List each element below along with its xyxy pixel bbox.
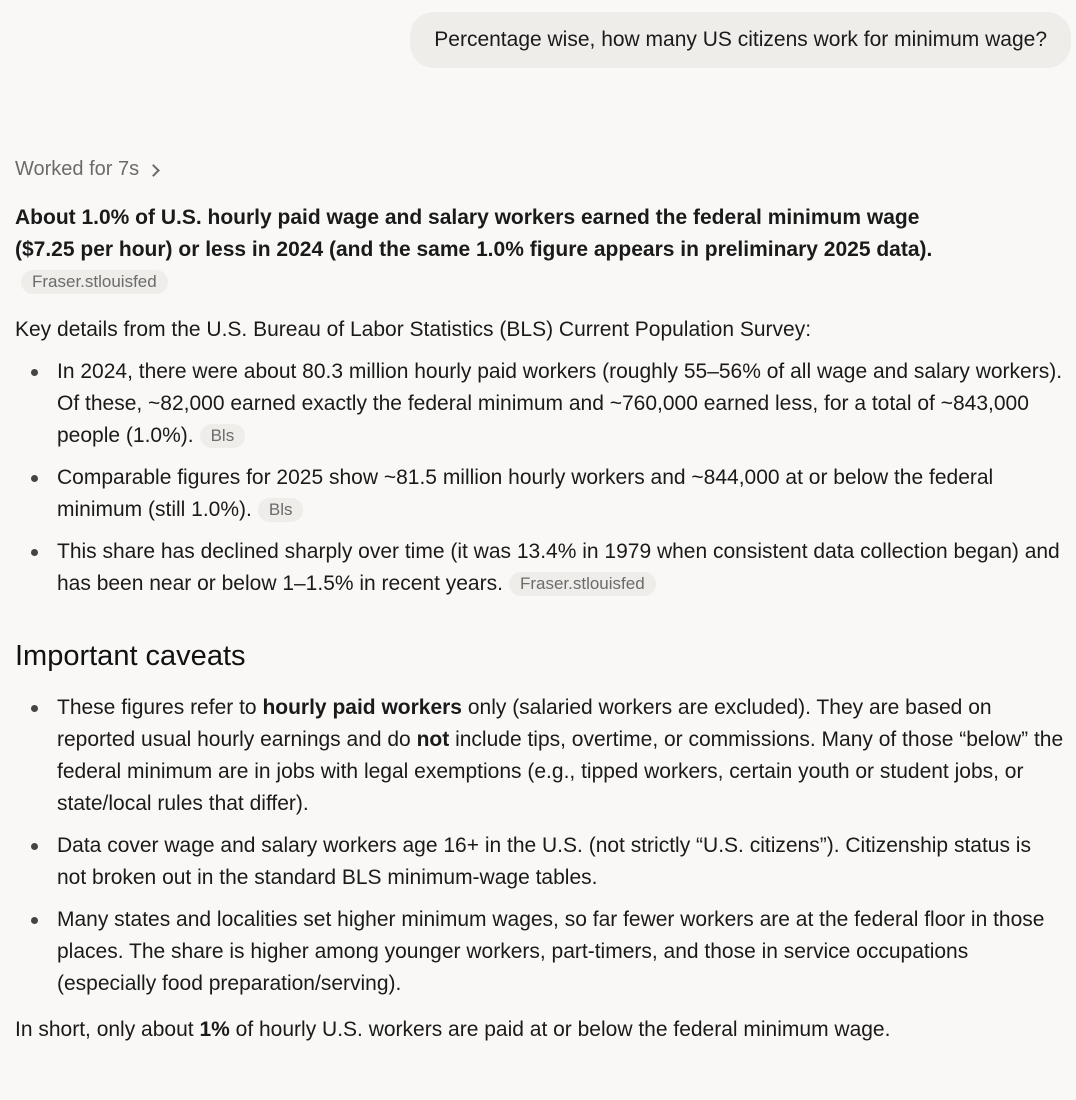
lead-text: About 1.0% of U.S. hourly paid wage and salary workers earned the federal minimum wage ($7.25 per hour) or less in 2024 (and the same 1.0% figure appears in preliminary 2025 data). — [15, 206, 933, 261]
detail-text: Comparable figures for 2025 show ~81.5 million hourly workers and ~844,000 at or below the federal minimum (still 1.0%). — [57, 466, 994, 521]
caveat-text: only (salaried workers are excluded). They are based on reported usual hourly earnings and do — [57, 696, 992, 751]
citation-badge-bls[interactable]: Bls — [200, 424, 246, 448]
caveat-text: include tips, overtime, or commissions. Many of those “below” the federal minimum are in jobs with legal exemptions (e.g., tipped workers, certain youth or student jobs, or state/local rules that differ). — [57, 728, 1064, 815]
worked-for-toggle[interactable] — [15, 152, 1065, 186]
list-item — [57, 356, 1065, 452]
closing-paragraph — [15, 1014, 1065, 1046]
list-item — [57, 830, 1065, 894]
user-message-bubble: Percentage wise, how many US citizens work for minimum wage? — [410, 12, 1071, 68]
citation-badge-fraser[interactable]: Fraser.stlouisfed — [21, 270, 168, 294]
detail-text: In 2024, there were about 80.3 million hourly paid workers (roughly 55–56% of all wage and salary workers). Of these, ~82,000 earned exactly the federal minimum and ~760,000 earned less, for a total of ~843,000 people (1.0%). — [57, 360, 1063, 447]
closing-text: of hourly U.S. workers are paid at or below the federal minimum wage. — [229, 1018, 891, 1041]
user-message-row — [410, 12, 1071, 68]
detail-text: This share has declined sharply over time (it was 13.4% in 1979 when consistent data collection began) and has been near or below 1–1.5% in recent years. — [57, 540, 1060, 595]
citation-badge-bls[interactable]: Bls — [258, 498, 304, 522]
caveat-text: Many states and localities set higher minimum wages, so far fewer workers are at the federal floor in those places. The share is higher among younger workers, part-timers, and those in service occupations (especially food preparation/serving). — [57, 908, 1045, 995]
closing-emphasis: 1% — [199, 1018, 230, 1041]
closing-text: In short, only about — [15, 1018, 200, 1041]
assistant-response — [15, 152, 1065, 1046]
caveats-list — [15, 692, 1065, 1000]
chevron-right-icon — [147, 164, 160, 177]
worked-for-label: Worked for 7s — [15, 158, 140, 180]
citation-badge-fraser[interactable]: Fraser.stlouisfed — [509, 572, 656, 596]
caveat-emphasis: hourly paid workers — [262, 696, 462, 719]
details-list — [15, 356, 1065, 600]
list-item — [57, 904, 1065, 1000]
intro-paragraph: Key details from the U.S. Bureau of Labor Statistics (BLS) Current Population Survey: — [15, 318, 812, 341]
list-item — [57, 536, 1065, 600]
list-item — [57, 462, 1065, 526]
lead-paragraph — [15, 202, 975, 298]
caveats-heading: Important caveats — [15, 640, 246, 672]
caveat-text: These figures refer to — [57, 696, 263, 719]
caveat-text: Data cover wage and salary workers age 16+ in the U.S. (not strictly “U.S. citizens”). Citizenship status is not broken out in the standard BLS minimum-wage tables. — [57, 834, 1031, 889]
caveat-emphasis: not — [416, 728, 450, 751]
list-item — [57, 692, 1065, 820]
